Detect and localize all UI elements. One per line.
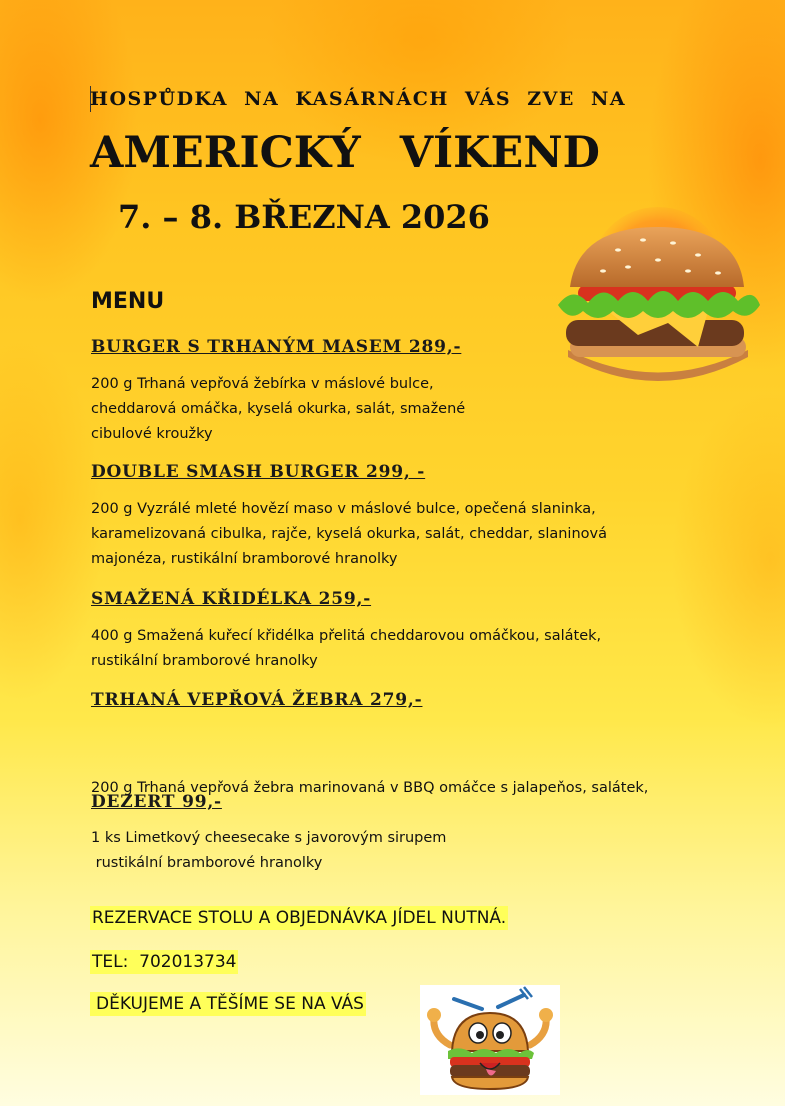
event-title: AMERICKÝ VÍKEND <box>90 128 600 178</box>
description-line: cheddarová omáčka, kyselá okurka, salát, smažené <box>91 401 466 417</box>
description-line: majonéza, rustikální bramborové hranolky <box>91 551 398 567</box>
thanks-message: DĚKUJEME A TĚŠÍME SE NA VÁS <box>90 992 366 1016</box>
description-line: karamelizovaná cibulka, rajče, kyselá okurka, salát, cheddar, slaninová <box>91 526 607 542</box>
description-line: 400 g Smažená kuřecí křidélka přelitá cheddarovou omáčkou, salátek, <box>91 628 602 644</box>
menu-item-2-name: DOUBLE SMASH BURGER 299, - <box>91 462 426 482</box>
menu-item-3-name: SMAŽENÁ KŘIDÉLKA 259,- <box>91 589 372 609</box>
event-date: 7. – 8. BŘEZNA 2026 <box>118 198 490 236</box>
menu-heading: MENU <box>91 289 165 314</box>
description-line: 200 g Trhaná vepřová žebra marinovaná v BBQ omáčce s jalapeňos, salátek, <box>91 780 649 796</box>
description-line: 1 ks Limetkový cheesecake s javorovým sirupem <box>91 830 447 846</box>
description-line: 200 g Trhaná vepřová žebírka v máslové bulce, <box>91 376 434 392</box>
menu-item-4-name: TRHANÁ VEPŘOVÁ ŽEBRA 279,- <box>91 690 423 710</box>
description-line: 200 g Vyzrálé mleté hovězí maso v máslové bulce, opečená slaninka, <box>91 501 596 517</box>
menu-item-1-description <box>91 372 465 447</box>
menu-item-1-name: BURGER S TRHANÝM MASEM 289,- <box>91 337 462 357</box>
menu-item-5-description <box>91 826 446 851</box>
menu-item-3-description <box>91 624 601 674</box>
description-line: cibulové kroužky <box>91 426 213 442</box>
menu-item-4-description <box>91 726 648 901</box>
burger-illustration <box>548 205 763 395</box>
phone-number: TEL: 702013734 <box>92 952 237 972</box>
invite-line: HOSPŮDKA NA KASÁRNÁCH VÁS ZVE NA <box>90 88 627 110</box>
description-line: rustikální bramborové hranolky <box>91 653 318 669</box>
description-line: rustikální bramborové hranolky <box>91 855 323 871</box>
burger-mascot-illustration <box>420 985 560 1095</box>
reservation-notice: REZERVACE STOLU A OBJEDNÁVKA JÍDEL NUTNÁ. <box>92 908 507 928</box>
menu-item-2-description <box>91 497 607 572</box>
menu-item-5-name: DEZERT 99,- <box>91 792 222 812</box>
